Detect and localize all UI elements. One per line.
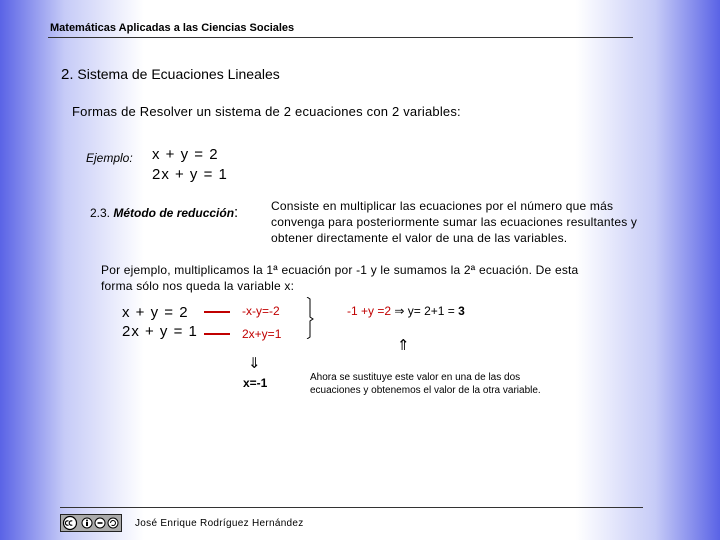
intro-bold: Formas de Resolve	[72, 104, 189, 119]
header-title: Matemáticas Aplicadas a las Ciencias Sociales	[50, 22, 295, 34]
section-number: 2.	[61, 66, 74, 83]
up-arrow-icon: ⇑	[397, 337, 410, 354]
intro-text	[72, 104, 461, 119]
red-arrow-line-1	[204, 311, 230, 313]
result-value: x=-1	[243, 376, 268, 390]
method-description: Consiste en multiplicar las ecuaciones por el número que más convenga para posteriormente sumar las ecuaciones resultantes y obtener directamente el valor de una de las variables.	[271, 199, 638, 245]
down-arrow-icon: ⇓	[248, 355, 261, 372]
solve-mid-part: y= 2+1 =	[404, 304, 459, 318]
brace-bracket	[306, 297, 314, 339]
footer-divider	[60, 507, 643, 508]
example-equation-1: x + y = 2	[122, 304, 189, 321]
multiplied-equation-1: -x-y=-2	[242, 304, 280, 318]
red-arrow-line-2	[204, 333, 230, 335]
method-colon: :	[234, 204, 239, 221]
author-name: José Enrique Rodríguez Hernández	[135, 518, 304, 529]
example-equation-2: 2x + y = 1	[122, 323, 198, 340]
section-title-text: Sistema de Ecuaciones Lineales	[77, 66, 280, 82]
substitution-note: Ahora se sustituye este valor en una de las dos ecuaciones y obtenemos el valor de la otra variable.	[310, 372, 541, 396]
solve-result: 3	[458, 304, 465, 318]
method-number: 2.3.	[90, 206, 114, 220]
section-title	[61, 66, 280, 83]
multiplied-equation-2: 2x+y=1	[242, 327, 282, 341]
example-text: Por ejemplo, multiplicamos la 1ª ecuación por -1 y le sumamos la 2ª ecuación. De esta forma sólo nos queda la variable x:	[101, 263, 579, 293]
ejemplo-equation-2: 2x + y = 1	[152, 166, 228, 183]
header-divider	[48, 37, 633, 38]
method-title	[90, 204, 238, 221]
implies-icon: ⇒	[394, 304, 405, 318]
method-name: Método de reducción	[113, 206, 235, 220]
creative-commons-badge-icon	[60, 514, 122, 532]
solve-red-part: -1 +y =2	[347, 304, 395, 318]
ejemplo-label: Ejemplo:	[86, 151, 133, 165]
solve-line	[347, 304, 465, 318]
ejemplo-equation-1: x + y = 2	[152, 146, 219, 163]
intro-rest: r un sistema de 2 ecuaciones con 2 variables:	[188, 104, 461, 119]
